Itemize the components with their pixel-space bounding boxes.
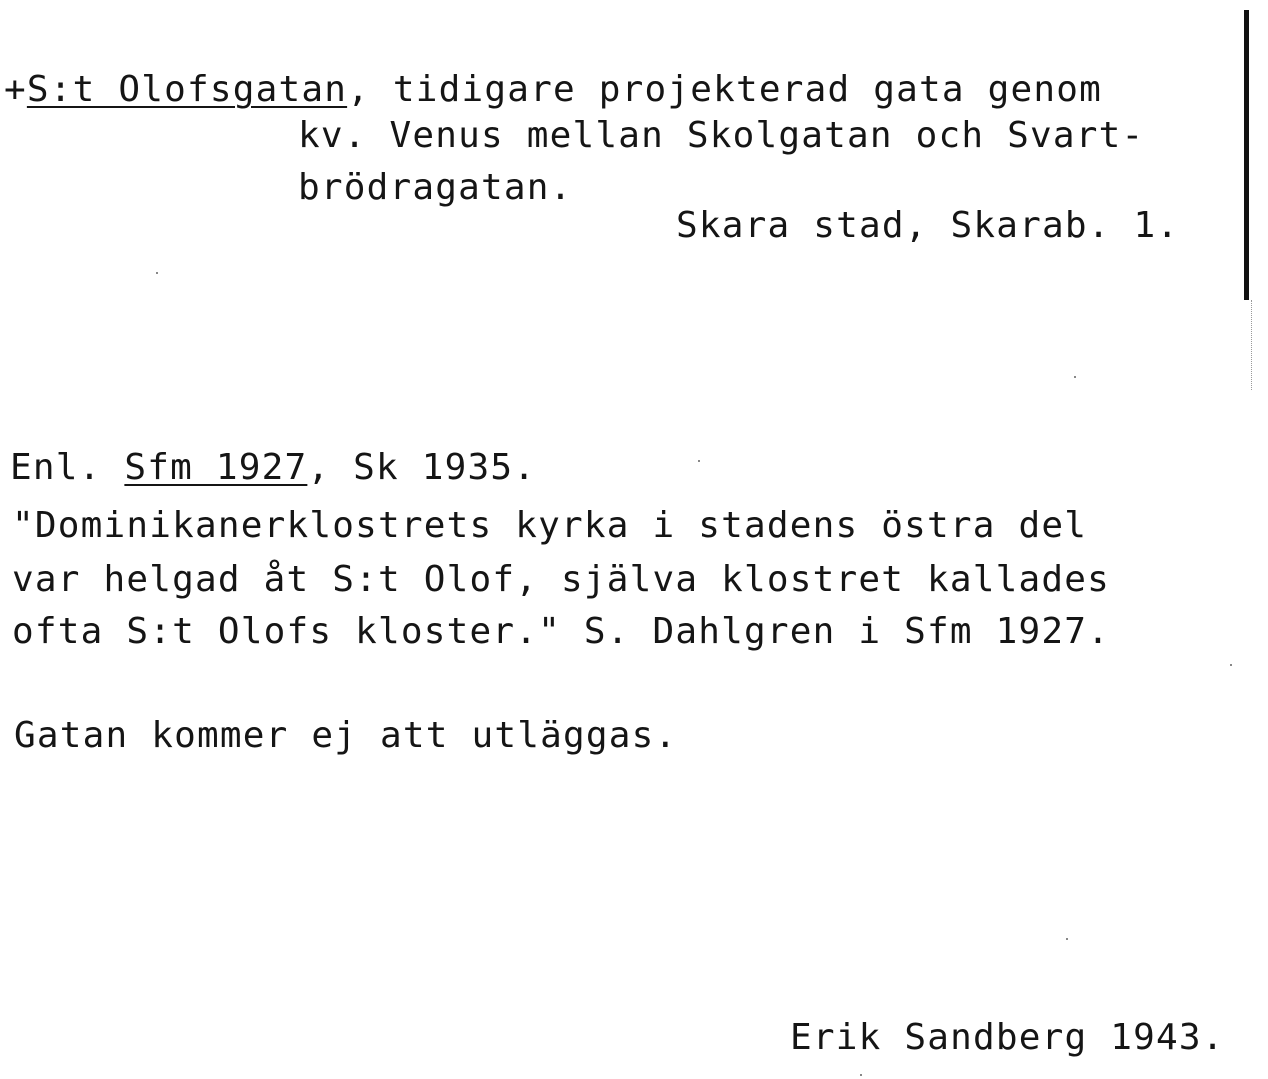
- signature: Erik Sandberg 1943.: [790, 1017, 1225, 1058]
- note: Gatan kommer ej att utläggas.: [14, 715, 678, 756]
- source-line: [10, 448, 536, 488]
- description-line-3: brödragatan.: [298, 167, 573, 208]
- quote-line-3: ofta S:t Olofs kloster." S. Dahlgren i Sfm 1927.: [12, 611, 1110, 652]
- description-line-1: , tidigare projekterad gata genom: [347, 69, 1102, 110]
- speck: [1230, 664, 1232, 666]
- location: Skara stad, Skarab. 1.: [676, 205, 1180, 246]
- card-edge-dots: [1251, 300, 1252, 390]
- quote-line-1: "Dominikanerklostrets kyrka i stadens östra del: [12, 505, 1088, 546]
- marker: +: [4, 69, 27, 110]
- card-edge-line: [1244, 10, 1249, 300]
- quote-line-2: var helgad åt S:t Olof, själva klostret kallades: [12, 559, 1110, 600]
- speck: [1074, 376, 1076, 378]
- speck: [698, 460, 700, 462]
- description-line-2: kv. Venus mellan Skolgatan och Svart-: [298, 115, 1145, 156]
- speck: [860, 1074, 862, 1076]
- source-ref-sfm: Sfm 1927: [124, 447, 308, 488]
- speck: [156, 272, 158, 274]
- source-rest: , Sk 1935.: [307, 447, 537, 488]
- street-name: S:t Olofsgatan: [26, 69, 348, 110]
- heading-line-1: [4, 70, 1102, 110]
- speck: [1066, 938, 1068, 940]
- source-prefix: Enl.: [10, 447, 125, 488]
